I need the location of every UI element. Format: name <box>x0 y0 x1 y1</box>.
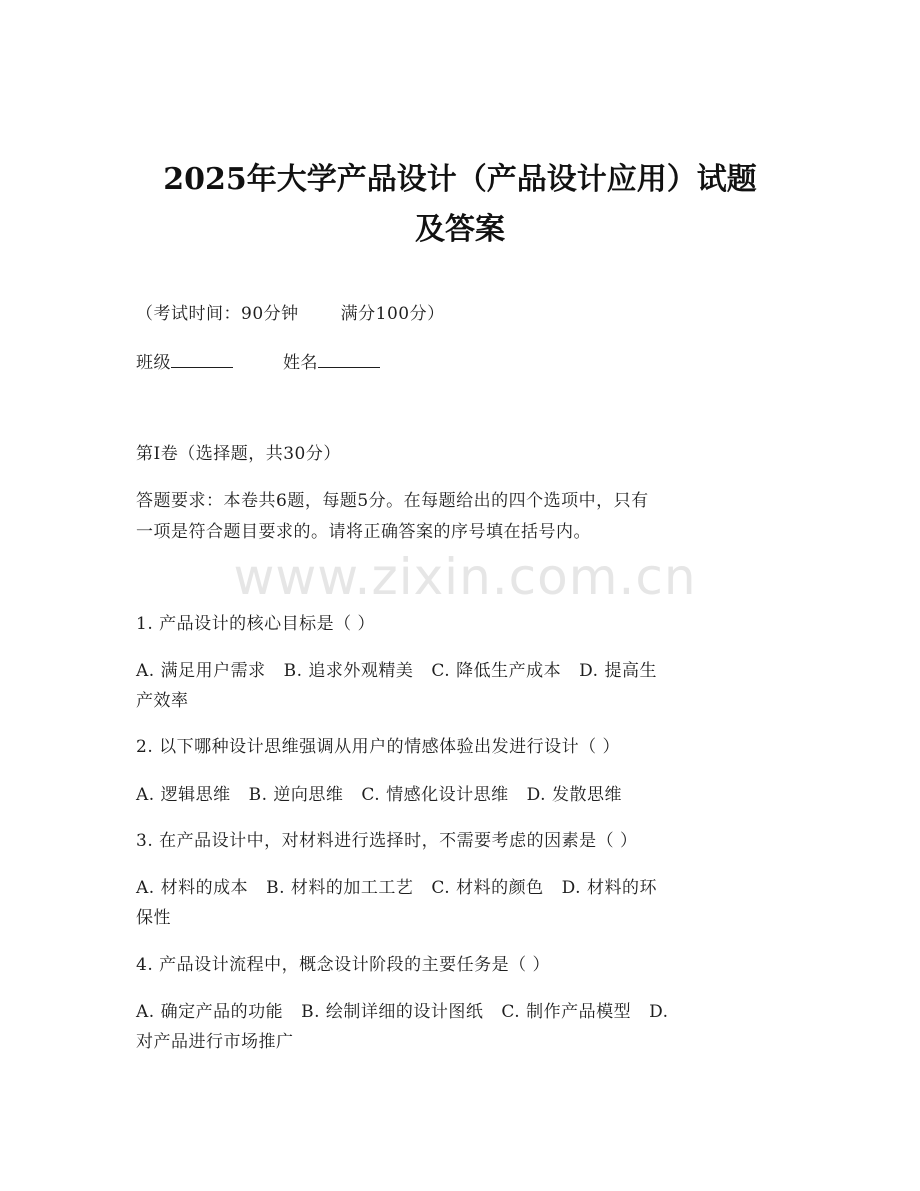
option: B. 追求外观精美 <box>283 661 414 681</box>
question-stem: 2. 以下哪种设计思维强调从用户的情感体验出发进行设计（ ） <box>136 737 621 757</box>
question-options <box>136 783 622 807</box>
option: B. 逆向思维 <box>248 785 344 805</box>
option: C. 情感化设计思维 <box>361 785 509 805</box>
instructions-line2: 一项是符合题目要求的。请将正确答案的序号填在括号内。 <box>136 522 591 542</box>
question-stem: 4. 产品设计流程中，概念设计阶段的主要任务是（ ） <box>136 955 551 975</box>
option: D. <box>649 1002 669 1022</box>
name-blank <box>318 351 380 368</box>
option: A. 确定产品的功能 <box>136 1002 284 1022</box>
instructions-line1: 答题要求：本卷共6题，每题5分。在每题给出的四个选项中，只有 <box>136 491 649 511</box>
option: C. 降低生产成本 <box>431 661 562 681</box>
option: B. 绘制详细的设计图纸 <box>301 1002 484 1022</box>
question-options-continuation: 对产品进行市场推广 <box>136 1032 294 1052</box>
document-title-line2: 及答案 <box>415 212 505 247</box>
option: A. 逻辑思维 <box>136 785 231 805</box>
watermark: www.zixin.com.cn <box>233 548 697 606</box>
question-options-continuation: 保性 <box>136 908 171 928</box>
name-label: 姓名 <box>283 353 318 373</box>
option: C. 材料的颜色 <box>431 878 544 898</box>
section-heading: 第Ⅰ卷（选择题，共30分） <box>136 444 341 464</box>
question-stem: 1. 产品设计的核心目标是（ ） <box>136 614 376 634</box>
student-meta <box>136 351 380 375</box>
class-blank <box>171 351 233 368</box>
question-stem: 3. 在产品设计中，对材料进行选择时，不需要考虑的因素是（ ） <box>136 831 638 851</box>
option: A. 材料的成本 <box>136 878 249 898</box>
option: A. 满足用户需求 <box>136 661 266 681</box>
question-options <box>136 1000 669 1024</box>
question-options-continuation: 产效率 <box>136 691 189 711</box>
exam-time: （考试时间：90分钟 <box>136 304 299 324</box>
option: C. 制作产品模型 <box>501 1002 632 1022</box>
document-title-line1: 2025年大学产品设计（产品设计应用）试题 <box>163 162 757 197</box>
question-options <box>136 876 657 900</box>
question-options <box>136 659 657 683</box>
exam-score: 满分100分） <box>340 304 445 324</box>
option: D. 发散思维 <box>526 785 622 805</box>
exam-info <box>136 302 445 326</box>
class-label: 班级 <box>136 353 171 373</box>
option: D. 提高生 <box>579 661 657 681</box>
option: B. 材料的加工工艺 <box>266 878 414 898</box>
option: D. 材料的环 <box>561 878 657 898</box>
